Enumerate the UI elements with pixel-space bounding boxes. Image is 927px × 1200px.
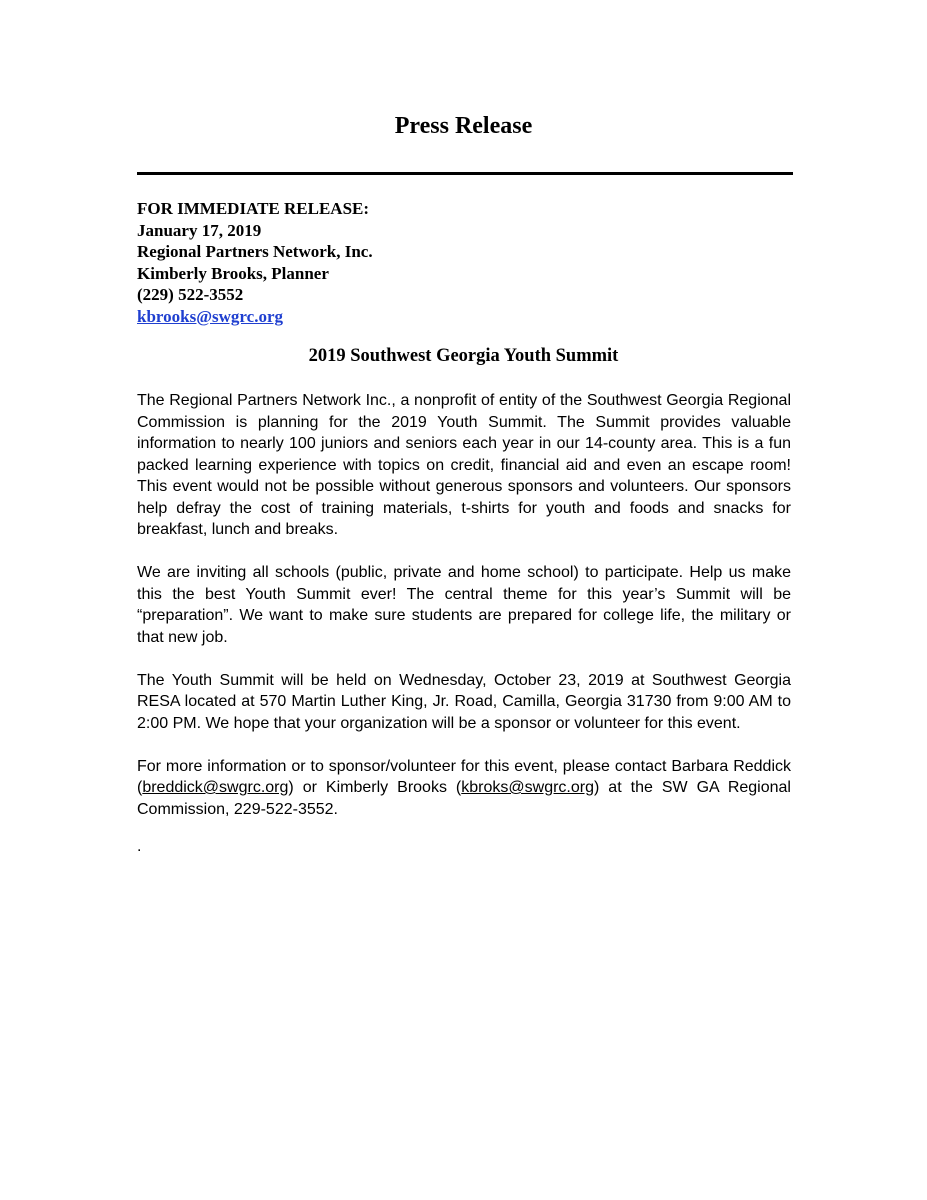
contact-email-link-2[interactable]: kbroks@swgrc.org <box>461 779 594 796</box>
paragraph-event-details: The Youth Summit will be held on Wednesday, October 23, 2019 at Southwest Georgia RESA located at 570 Martin Luther King, Jr. Road, Camilla, Georgia 31730 from 9:00 AM to 2:00 PM. We hope that your organization will be a sponsor or volunteer for this event. <box>137 671 791 732</box>
contact-text-part2: ) or Kimberly Brooks ( <box>288 779 462 796</box>
contact-text-part1: For more information or to sponsor/volunteer for this event, please contact Barbara Reddick ( <box>137 757 791 796</box>
title-divider <box>137 172 793 175</box>
release-date: January 17, 2019 <box>137 220 262 240</box>
contact-text-part3: ) at the SW GA Regional Commission, 229-522-3552. <box>137 779 791 818</box>
contact-email-link-1[interactable]: breddick@swgrc.org <box>142 779 289 796</box>
release-label: FOR IMMEDIATE RELEASE: <box>137 199 370 218</box>
paragraph-contact <box>137 756 791 821</box>
document-body <box>137 390 791 842</box>
document-subtitle: 2019 Southwest Georgia Youth Summit <box>308 346 619 366</box>
paragraph-overview: The Regional Partners Network Inc., a nonprofit of entity of the Southwest Georgia Regional Commission is planning for the 2019 Youth Summit. The Summit provides valuable information to nearly 100 juniors and seniors each year in our 14-county area. This is a fun packed learning experience with topics on credit, financial aid and even an escape room! This event would not be possible without generous sponsors and volunteers. Our sponsors help defray the cost of training materials, t-shirts for youth and foods and snacks for breakfast, lunch and breaks. <box>137 392 791 538</box>
release-contact: Kimberly Brooks, Planner <box>137 263 329 283</box>
release-phone: (229) 522-3552 <box>137 285 244 304</box>
trailing-mark: . <box>137 838 142 855</box>
release-header <box>137 198 637 327</box>
document-title: Press Release <box>394 113 533 139</box>
release-organization: Regional Partners Network, Inc. <box>137 242 373 261</box>
release-email-link[interactable]: kbrooks@swgrc.org <box>137 306 284 326</box>
paragraph-invitation: We are inviting all schools (public, private and home school) to participate. Help us make this the best Youth Summit ever! The central theme for this year’s Summit will be “preparation”. We want to make sure students are prepared for college life, the military or that new job. <box>137 564 791 646</box>
